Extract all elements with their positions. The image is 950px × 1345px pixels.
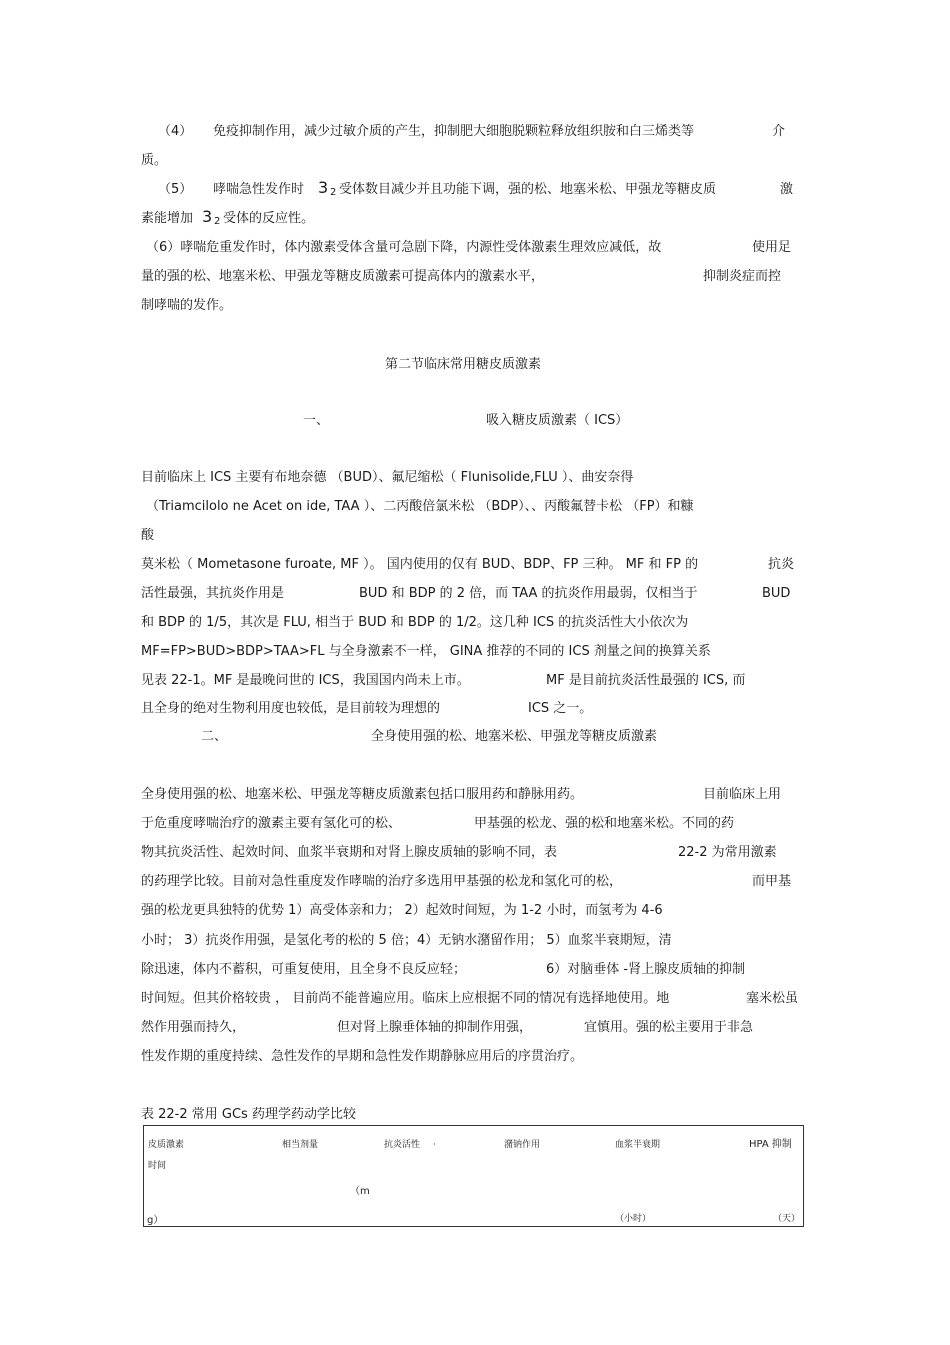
pharmacology-table xyxy=(143,1125,804,1227)
p6-line2-a: 量的强的松、地塞米松、甲强龙等糖皮质激素可提高体内的激素水平， xyxy=(141,269,545,284)
header-corticosteroid: 皮质激素 xyxy=(148,1140,185,1150)
p6-line3: 制哮喘的发作。 xyxy=(141,298,233,313)
ics-line-5c: BUD xyxy=(762,586,791,601)
ics-line-6: 和 BDP 的 1/5，其次是 FLU, 相当于 BUD 和 BDP 的 1/2。这几种 ICS 的抗炎活性大小依次为 xyxy=(141,615,689,630)
p5-line2-subscript: 2 xyxy=(214,216,221,227)
p5-tail: 激 xyxy=(780,182,794,197)
header-sodium-retention: 潴钠作用 xyxy=(504,1140,541,1150)
p4-number: （4） xyxy=(158,124,193,139)
sys-line-8b: 塞米松虽 xyxy=(746,991,799,1006)
unit-mg-close: g） xyxy=(147,1215,164,1226)
heading-2-title: 全身使用强的松、地塞米松、甲强龙等糖皮质激素 xyxy=(371,729,658,744)
p5-line2-a: 素能增加 xyxy=(141,211,194,226)
p5-text-a: 哮喘急性发作时 xyxy=(213,182,305,197)
p6-line2-b: 抑制炎症而控 xyxy=(703,269,782,284)
ics-line-7: MF=FP>BUD>BDP>TAA>FL 与全身激素不一样， GINA 推荐的不同的 ICS 剂量之间的换算关系 xyxy=(141,644,711,659)
sys-line-7b: 6）对脑垂体 -肾上腺皮质轴的抑制 xyxy=(546,962,746,977)
heading-1-number: 一、 xyxy=(303,413,330,428)
ics-line-8a: 见表 22-1。MF 是最晚问世的 ICS，我国国内尚未上市。 xyxy=(141,673,470,688)
ics-line-4b: 抗炎 xyxy=(768,557,795,572)
p5-beta: 3 xyxy=(318,178,329,197)
ics-line-9b: ICS 之一。 xyxy=(528,701,593,716)
p4-text: 免疫抑制作用，减少过敏介质的产生，抑制肥大细胞脱颗粒释放组织胺和白三烯类等 xyxy=(213,124,695,139)
ics-line-2: （Triamcilolo ne Acet on ide, TAA ）、二丙酸倍氯米松 （BDP）、、丙酸氟替卡松 （FP）和糠 xyxy=(146,499,694,514)
sys-line-7a: 除迅速，体内不蓄积，可重复使用，且全身不良反应轻； xyxy=(141,962,467,977)
unit-hour: （小时） xyxy=(615,1214,652,1224)
ics-line-3: 酸 xyxy=(141,528,155,543)
sys-line-9c: 宜慎用。强的松主要用于非急 xyxy=(584,1020,754,1035)
header-anti-inflammatory: 抗炎活性 xyxy=(384,1140,421,1150)
header-hpa-suppression: HPA 抑制 xyxy=(749,1139,792,1150)
p6-line1-b: 使用足 xyxy=(752,240,792,255)
sys-line-1b: 目前临床上用 xyxy=(703,787,782,802)
sys-line-2a: 于危重度哮喘治疗的激素主要有氢化可的松、 xyxy=(141,816,402,831)
p6-line1-a: （6）哮喘危重发作时，体内激素受体含量可急剧下降，内源性受体激素生理效应减低，故 xyxy=(146,240,662,255)
header-time: 时间 xyxy=(148,1161,167,1171)
sys-line-5: 强的松龙更具独特的优势 1）高受体亲和力； 2）起效时间短，为 1-2 小时，而氢考为 4-6 xyxy=(141,903,663,918)
p5-line2-b: 受体的反应性。 xyxy=(223,211,315,226)
sys-line-6: 小时； 3）抗炎作用强，是氢化考的松的 5 倍；4）无钠水潴留作用； 5）血浆半衰期短，清 xyxy=(141,933,672,948)
ics-line-5b: BUD 和 BDP 的 2 倍，而 TAA 的抗炎作用最弱，仅相当于 xyxy=(359,586,698,601)
p5-subscript: 2 xyxy=(330,187,337,198)
table-caption: 表 22-2 常用 GCs 药理学药动学比较 xyxy=(141,1107,356,1122)
sys-line-9a: 然作用强而持久， xyxy=(141,1020,246,1035)
p4-line2: 质。 xyxy=(141,153,168,168)
p5-number: （5） xyxy=(158,182,193,197)
section-title: 第二节临床常用糖皮质激素 xyxy=(385,357,542,372)
unit-day: （天） xyxy=(773,1214,801,1224)
sys-line-2b: 甲基强的松龙、强的松和地塞米松。不同的药 xyxy=(474,816,735,831)
sys-line-8a: 时间短。但其价格较贵 ， 目前尚不能普遍应用。临床上应根据不同的情况有选择地使用。地 xyxy=(141,991,670,1006)
ics-line-1: 目前临床上 ICS 主要有布地奈德 （BUD）、氟尼缩松（ Flunisolide,FLU ）、曲安奈得 xyxy=(141,470,634,485)
p4-tail: 介 xyxy=(772,124,786,139)
sys-line-9b: 但对肾上腺垂体轴的抑制作用强， xyxy=(337,1020,533,1035)
ics-line-8b: MF 是目前抗炎活性最强的 ICS, 而 xyxy=(546,673,746,688)
header-plasma-half-life: 血浆半衰期 xyxy=(615,1140,661,1150)
ics-line-9a: 且全身的绝对生物利用度也较低，是目前较为理想的 xyxy=(141,701,441,716)
sys-line-1a: 全身使用强的松、地塞米松、甲强龙等糖皮质激素包括口服用药和静脉用药。 xyxy=(141,787,584,802)
heading-1-title: 吸入糖皮质激素（ ICS） xyxy=(486,413,629,428)
ics-line-5a: 活性最强，其抗炎作用是 xyxy=(141,586,285,601)
ics-line-4a: 莫米松（ Mometasone furoate, MF ）。 国内使用的仅有 BUD、BDP、FP 三种。 MF 和 FP 的 xyxy=(141,557,699,572)
sys-line-3b: 22-2 为常用激素 xyxy=(678,845,777,860)
sys-line-4b: 而甲基 xyxy=(752,874,792,889)
heading-2-number: 二、 xyxy=(201,729,228,744)
sys-line-3a: 物其抗炎活性、起效时间、血浆半衰期和对肾上腺皮质轴的影响不同，表 xyxy=(141,845,558,860)
p5-line2-beta: 3 xyxy=(202,207,213,226)
sys-line-10: 性发作期的重度持续、急性发作的早期和急性发作期静脉应用后的序贯治疗。 xyxy=(141,1049,584,1064)
header-dot: · xyxy=(433,1140,436,1150)
p5-text-b: 受体数目减少并且功能下调，强的松、地塞米松、甲强龙等糖皮质 xyxy=(339,182,717,197)
sys-line-4a: 的药理学比较。目前对急性重度发作哮喘的治疗多选用甲基强的松龙和氢化可的松， xyxy=(141,874,623,889)
header-equivalent-dose: 相当剂量 xyxy=(282,1140,319,1150)
unit-mg-open: （m xyxy=(350,1186,370,1197)
